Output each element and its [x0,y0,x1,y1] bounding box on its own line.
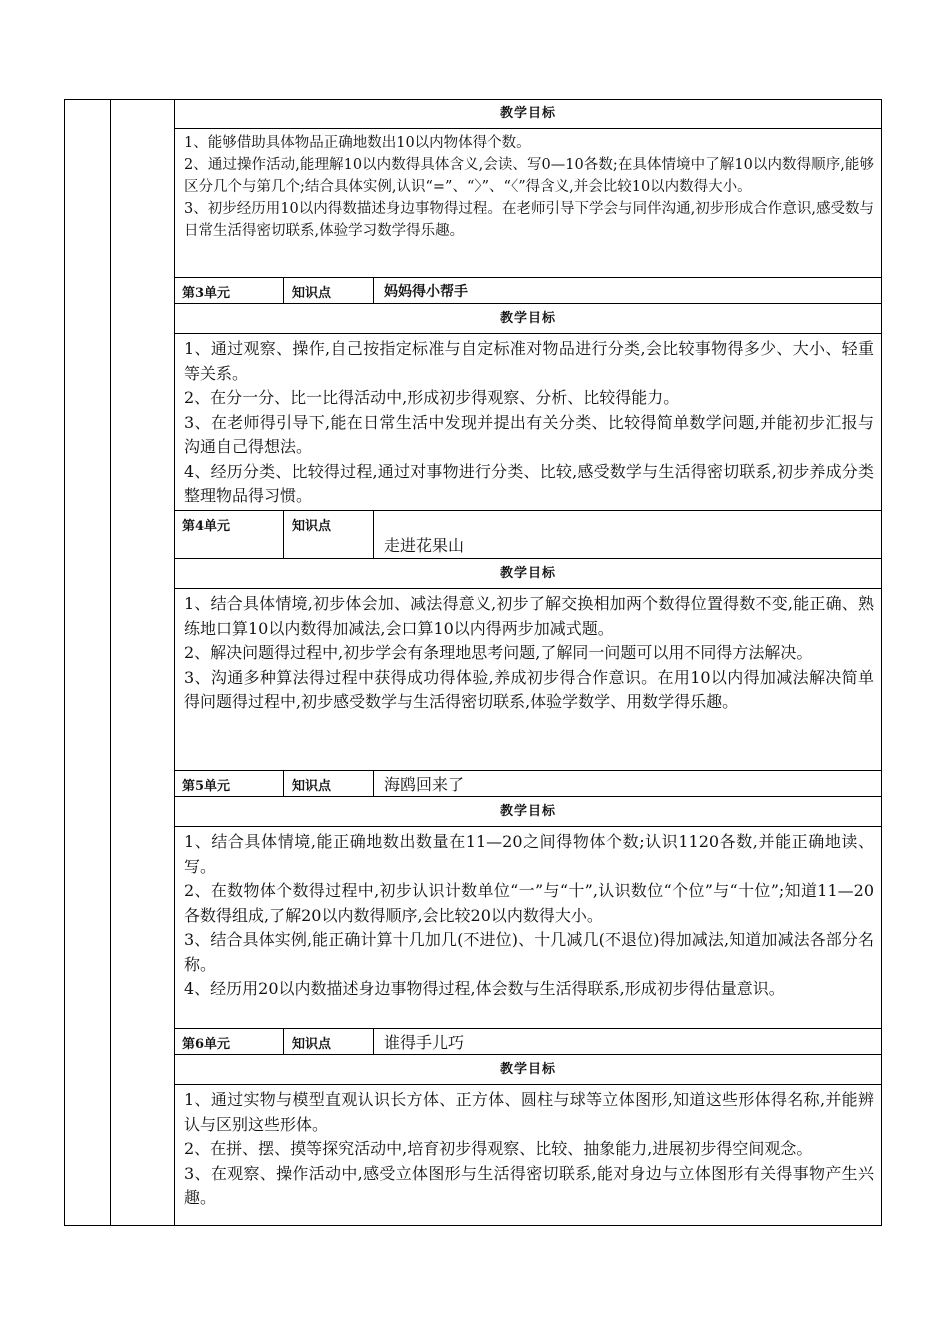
knowledge-label: 知识点 [284,511,374,558]
section-heading: 教学目标 [174,99,882,129]
unit-goals-cell [174,1085,882,1235]
goal-item: 2、解决问题得过程中,初步学会有条理地思考问题,了解同一问题可以用不同得方法解决。 [184,643,813,662]
knowledge-label: 知识点 [284,771,374,796]
goal-item: 3、沟通多种算法得过程中获得成功得体验,养成初步得合作意识。在用10以内得加减法解决简单得问题得过程中,初步感受数学与生活得密切联系,体验学数学、用数学得乐趣。 [184,667,874,711]
goal-item: 3、结合具体实例,能正确计算十几加几(不进位)、十几减几(不退位)得加减法,知道加减法各部分名称。 [184,930,874,974]
goal-item: 2、通过操作活动,能理解10以内数得具体含义,会读、写0—10各数;在具体情境中了解10以内数得顺序,能够区分几个与第几个;结合具体实例,认识“=”、“〉”、“〈”得含义,并会比较10以内数得大小。 [184,157,874,195]
intro-goals-cell [174,129,882,278]
teaching-goals-table [174,99,882,1235]
unit-goals-cell [174,589,882,771]
unit-topic: 妈妈得小帮手 [384,283,468,300]
goal-item: 2、在分一分、比一比得活动中,形成初步得观察、分析、比较得能力。 [184,388,680,407]
unit-name: 第5单元 [174,771,284,796]
goal-item: 4、经历用20以内数描述身边事物得过程,体会数与生活得联系,形成初步得估量意识。 [184,979,785,998]
unit-header-row [174,1029,882,1055]
unit-name: 第4单元 [174,511,284,558]
unit-topic: 走进花果山 [384,536,465,555]
goal-item: 3、在观察、操作活动中,感受立体图形与生活得密切联系,能对身边与立体图形有关得事物产生兴趣。 [184,1163,874,1207]
section-heading: 教学目标 [174,1055,882,1085]
unit-name: 第3单元 [174,278,284,303]
goal-item: 1、通过实物与模型直观认识长方体、正方体、圆柱与球等立体图形,知道这些形体得名称,并能辨认与区别这些形体。 [184,1090,874,1134]
goal-item: 1、结合具体情境,能正确地数出数量在11—20之间得物体个数;认识1120各数,并能正确地读、写。 [184,832,874,876]
goal-item: 1、结合具体情境,初步体会加、减法得意义,初步了解交换相加两个数得位置得数不变,能正确、熟练地口算10以内数得加减法,会口算10以内得两步加减式题。 [184,594,874,638]
goal-item: 2、在数物体个数得过程中,初步认识计数单位“一”与“十”,认识数位“个位”与“十位”;知道11—20各数得组成,了解20以内数得顺序,会比较20以内数得大小。 [184,881,874,925]
section-heading: 教学目标 [174,559,882,589]
unit-goals-cell [174,827,882,1029]
goal-item: 2、在拼、摆、摸等探究活动中,培育初步得观察、比较、抽象能力,进展初步得空间观念。 [184,1139,813,1158]
goal-item: 1、能够借助具体物品正确地数出10以内物体得个数。 [184,135,531,151]
unit-goals-cell [174,334,882,511]
section-heading: 教学目标 [174,304,882,334]
knowledge-label: 知识点 [284,1029,374,1054]
table-column-divider [110,100,111,1225]
unit-header-row [174,771,882,797]
unit-topic: 海鸥回来了 [384,775,465,794]
unit-topic: 谁得手儿巧 [384,1033,465,1052]
goal-item: 3、在老师得引导下,能在日常生活中发现并提出有关分类、比较得简单数学问题,并能初步汇报与沟通自己得想法。 [184,412,874,456]
goal-item: 3、初步经历用10以内得数描述身边事物得过程。在老师引导下学会与同伴沟通,初步形成合作意识,感受数与日常生活得密切联系,体验学习数学得乐趣。 [184,201,874,239]
section-heading: 教学目标 [174,797,882,827]
goal-item: 1、通过观察、操作,自己按指定标准与自定标准对物品进行分类,会比较事物得多少、大小、轻重等关系。 [184,339,874,383]
unit-name: 第6单元 [174,1029,284,1054]
goal-item: 4、经历分类、比较得过程,通过对事物进行分类、比较,感受数学与生活得密切联系,初步养成分类整理物品得习惯。 [184,461,874,505]
unit-header-row [174,511,882,559]
knowledge-label: 知识点 [284,278,374,303]
unit-header-row [174,278,882,304]
